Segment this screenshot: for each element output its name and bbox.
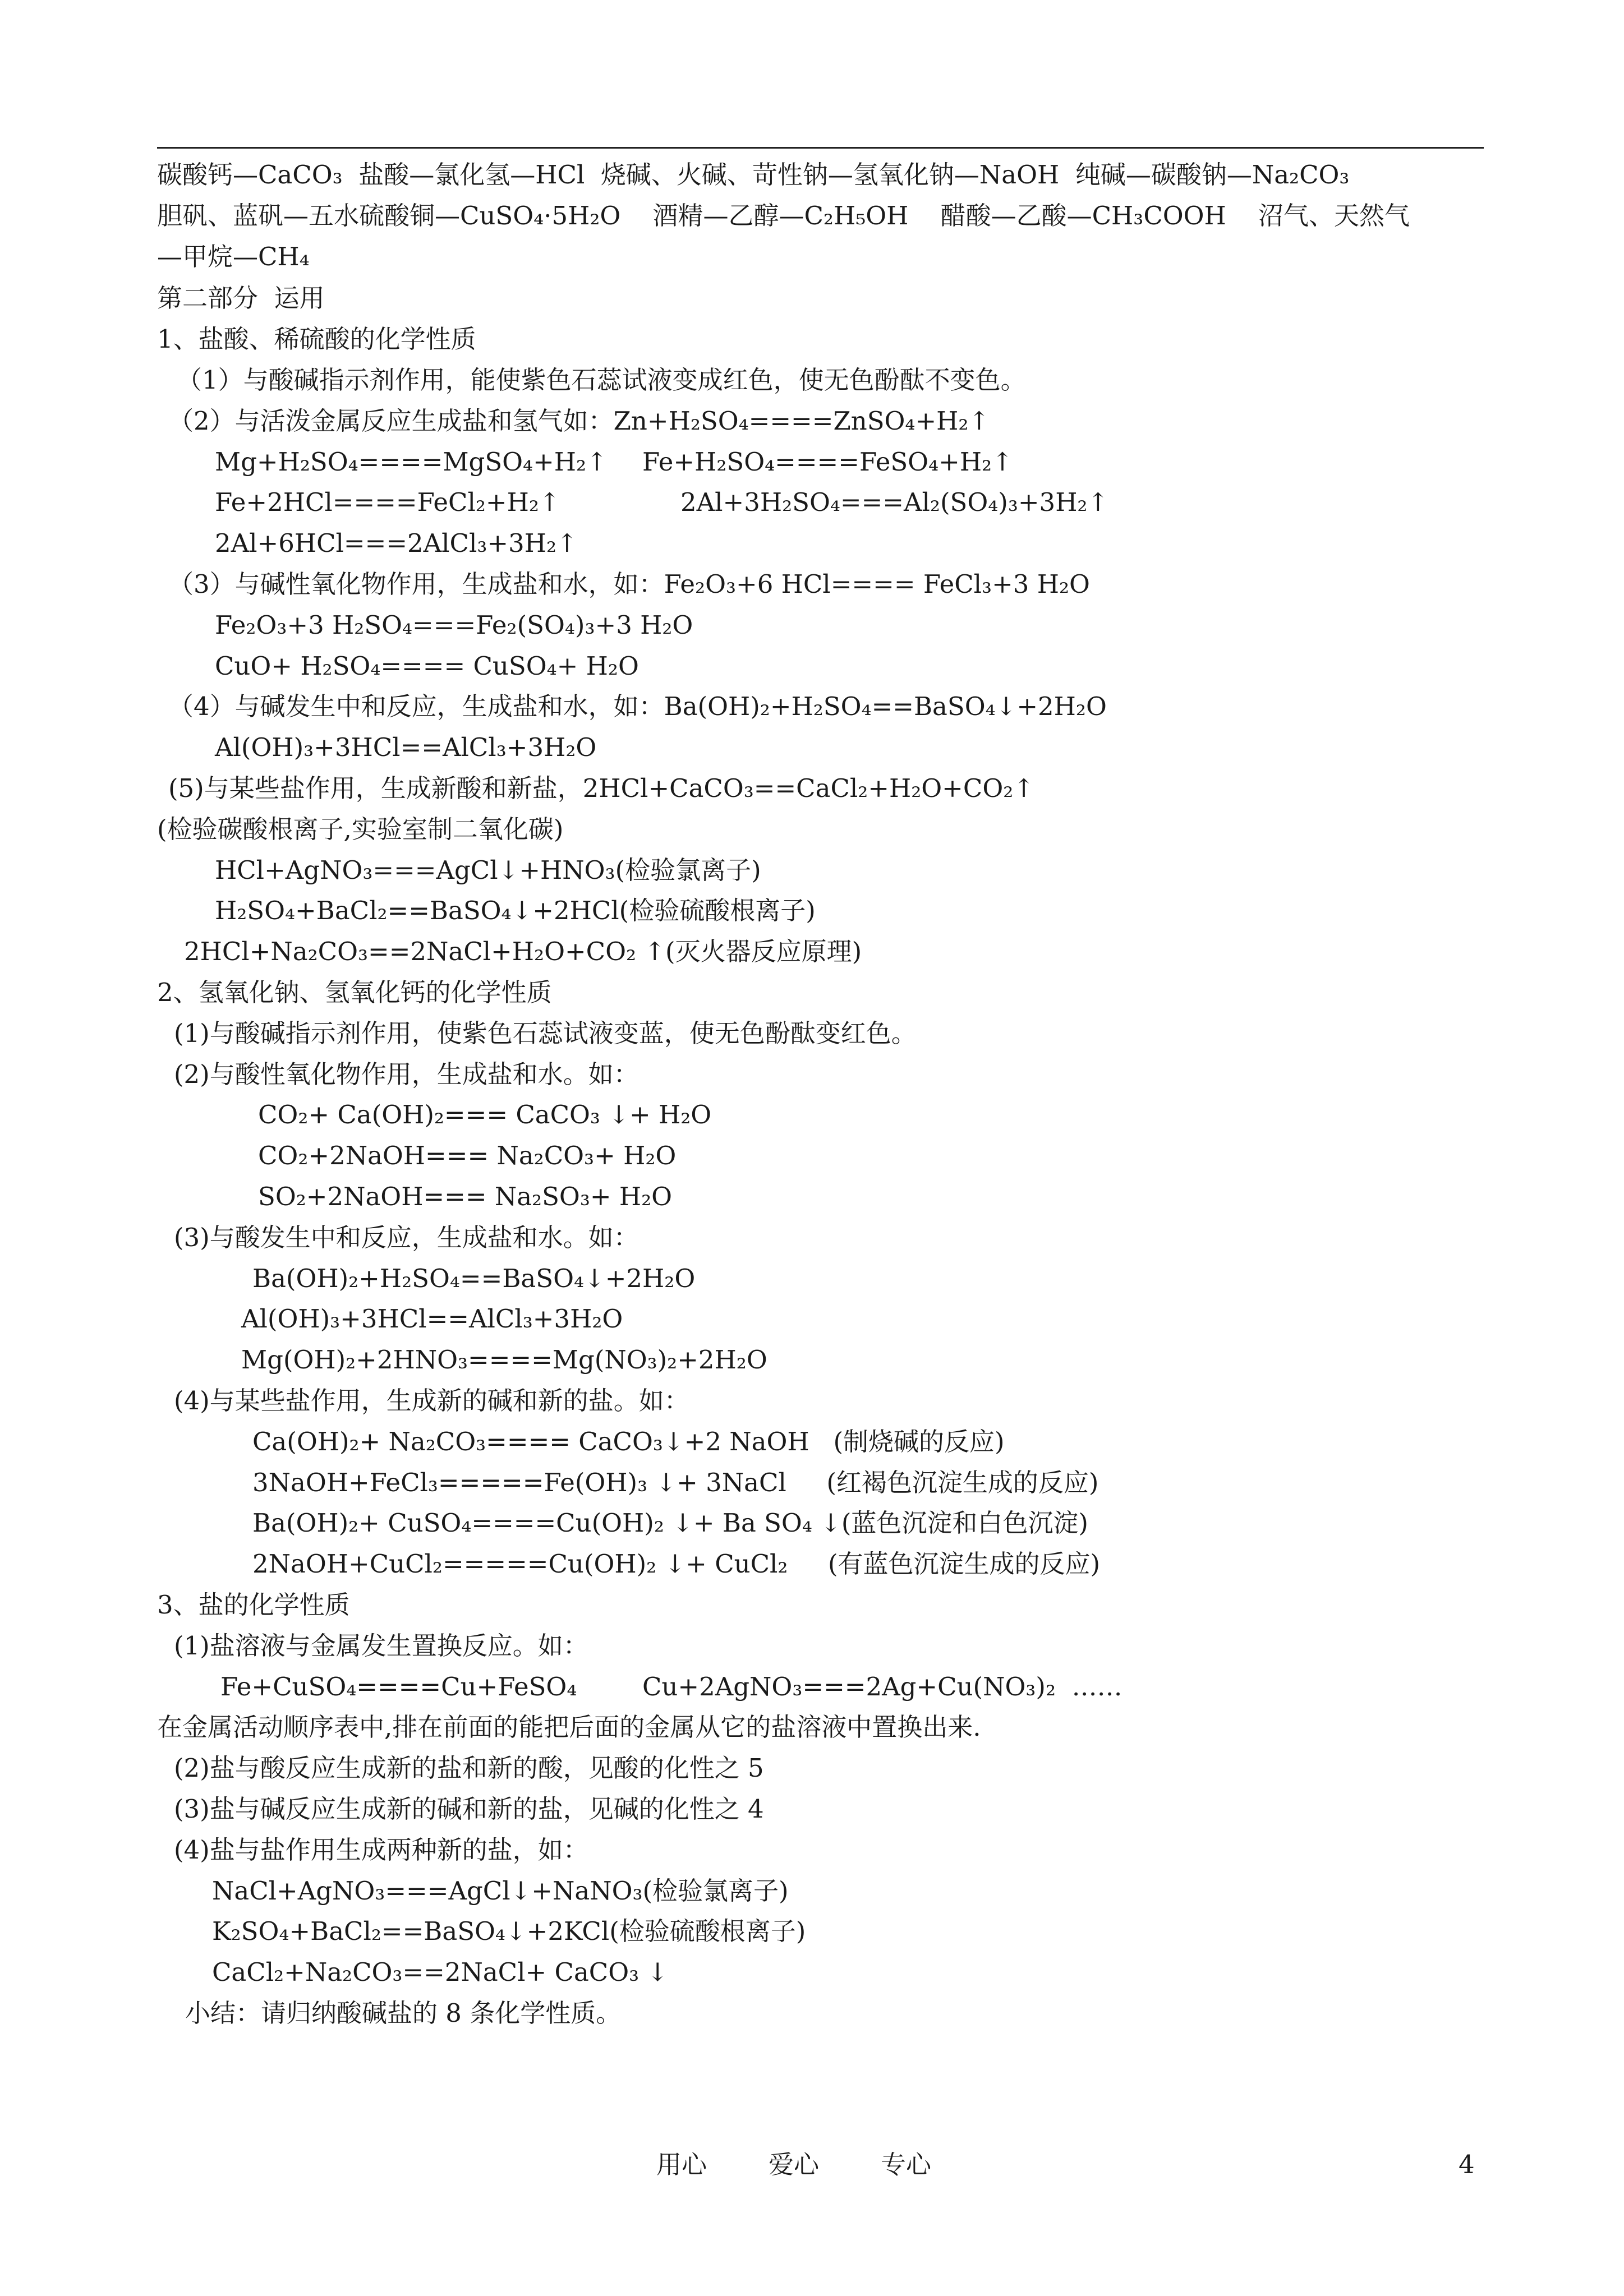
text-line: (2)与酸性氧化物作用，生成盐和水。如： (174, 1059, 639, 1089)
equation: NaCl+AgNO₃===AgCl↓+NaNO₃(检验氯离子) (212, 1876, 789, 1906)
equation: Al(OH)₃+3HCl==AlCl₃+3H₂O (215, 732, 597, 762)
equation: Ca(OH)₂+ Na₂CO₃==== CaCO₃↓+2 NaOH (制烧碱的反应) (252, 1427, 1005, 1456)
equation: Fe+CuSO₄====Cu+FeSO₄ (220, 1672, 577, 1702)
text-line: (4)与某些盐作用，生成新的碱和新的盐。如： (174, 1386, 689, 1416)
equation: Fe₂O₃+3 H₂SO₄===Fe₂(SO₄)₃+3 H₂O (215, 610, 693, 640)
text-line: (3)与酸发生中和反应，生成盐和水。如： (174, 1223, 639, 1252)
section-heading: 第二部分 运用 (157, 283, 325, 313)
equation: K₂SO₄+BaCl₂==BaSO₄↓+2KCl(检验硫酸根离子) (212, 1916, 806, 1946)
text-line: (1)与酸碱指示剂作用，使紫色石蕊试液变蓝，使无色酚酞变红色。 (174, 1018, 917, 1048)
subsection-heading: 1、盐酸、稀硫酸的化学性质 (157, 324, 476, 354)
equation: HCl+AgNO₃===AgCl↓+HNO₃(检验氯离子) (215, 855, 761, 885)
text-line: （4）与碱发生中和反应，生成盐和水，如：Ba(OH)₂+H₂SO₄==BaSO₄↓+2H₂O (168, 691, 1107, 721)
header-rule (157, 147, 1484, 149)
text-line: 碳酸钙—CaCO₃ 盐酸—氯化氢—HCl 烧碱、火碱、苛性钠—氢氧化钠—NaOH 纯碱—碳酸钠—Na₂CO₃ (157, 160, 1350, 190)
text-line: (4)盐与盐作用生成两种新的盐，如： (174, 1835, 588, 1865)
footer-left: 用心 (656, 2150, 707, 2179)
page-number: 4 (1459, 2150, 1475, 2179)
footer-right: 专心 (881, 2150, 932, 2179)
text-line: （1）与酸碱指示剂作用，能使紫色石蕊试液变成红色，使无色酚酞不变色。 (177, 365, 1026, 395)
text-line: 小结：请归纳酸碱盐的 8 条化学性质。 (185, 1998, 622, 2028)
equation: Ba(OH)₂+ CuSO₄====Cu(OH)₂ ↓+ Ba SO₄ ↓(蓝色沉淀和白色沉淀) (252, 1508, 1088, 1538)
equation: Fe+2HCl====FeCl₂+H₂↑ (215, 487, 560, 517)
text-line: 在金属活动顺序表中,排在前面的能把后面的金属从它的盐溶液中置换出来. (157, 1712, 981, 1742)
equation: 2Al+3H₂SO₄===Al₂(SO₄)₃+3H₂↑ (680, 487, 1109, 517)
equation: 2HCl+Na₂CO₃==2NaCl+H₂O+CO₂ ↑(灭火器反应原理) (184, 937, 862, 966)
equation: Ba(OH)₂+H₂SO₄==BaSO₄↓+2H₂O (252, 1264, 696, 1293)
subsection-heading: 3、盐的化学性质 (157, 1590, 350, 1620)
text-line: (2)盐与酸反应生成新的盐和新的酸，见酸的化性之 5 (174, 1753, 764, 1783)
equation: Mg+H₂SO₄====MgSO₄+H₂↑ (215, 447, 608, 477)
equation: SO₂+2NaOH=== Na₂SO₃+ H₂O (258, 1182, 673, 1211)
equation: 3NaOH+FeCl₃=====Fe(OH)₃ ↓+ 3NaCl (红褐色沉淀生成的反应) (252, 1468, 1099, 1497)
text-line: （3）与碱性氧化物作用，生成盐和水，如：Fe₂O₃+6 HCl==== FeCl₃+3 H₂O (168, 569, 1090, 599)
equation: H₂SO₄+BaCl₂==BaSO₄↓+2HCl(检验硫酸根离子) (215, 896, 816, 925)
text-line: （2）与活泼金属反应生成盐和氢气如：Zn+H₂SO₄====ZnSO₄+H₂↑ (168, 406, 990, 436)
equation: 2Al+6HCl===2AlCl₃+3H₂↑ (215, 528, 578, 558)
equation: Fe+H₂SO₄====FeSO₄+H₂↑ (642, 447, 1013, 477)
text-line: (3)盐与碱反应生成新的碱和新的盐，见碱的化性之 4 (174, 1794, 764, 1824)
equation: CaCl₂+Na₂CO₃==2NaCl+ CaCO₃ ↓ (212, 1957, 669, 1987)
text-line: (5)与某些盐作用，生成新酸和新盐，2HCl+CaCO₃==CaCl₂+H₂O+CO₂↑ (168, 773, 1034, 803)
equation: CuO+ H₂SO₄==== CuSO₄+ H₂O (215, 651, 639, 681)
equation: Cu+2AgNO₃===2Ag+Cu(NO₃)₂ …… (642, 1672, 1122, 1702)
text-line: —甲烷—CH₄ (157, 242, 310, 271)
text-line: 胆矾、蓝矾—五水硫酸铜—CuSO₄·5H₂O 酒精—乙醇—C₂H₅OH 醋酸—乙酸—CH₃COOH 沼气、天然气 (157, 201, 1410, 230)
equation: Al(OH)₃+3HCl==AlCl₃+3H₂O (241, 1304, 623, 1334)
equation: CO₂+2NaOH=== Na₂CO₃+ H₂O (258, 1141, 677, 1170)
equation: Mg(OH)₂+2HNO₃====Mg(NO₃)₂+2H₂O (241, 1345, 767, 1375)
subsection-heading: 2、氢氧化钠、氢氧化钙的化学性质 (157, 978, 552, 1007)
text-line: (1)盐溶液与金属发生置换反应。如： (174, 1631, 588, 1661)
equation: CO₂+ Ca(OH)₂=== CaCO₃ ↓+ H₂O (258, 1100, 712, 1129)
equation: 2NaOH+CuCl₂=====Cu(OH)₂ ↓+ CuCl₂ (有蓝色沉淀生成的反应) (252, 1549, 1101, 1579)
footer-mid: 爱心 (769, 2150, 820, 2179)
text-line: (检验碳酸根离子,实验室制二氧化碳) (157, 814, 564, 844)
